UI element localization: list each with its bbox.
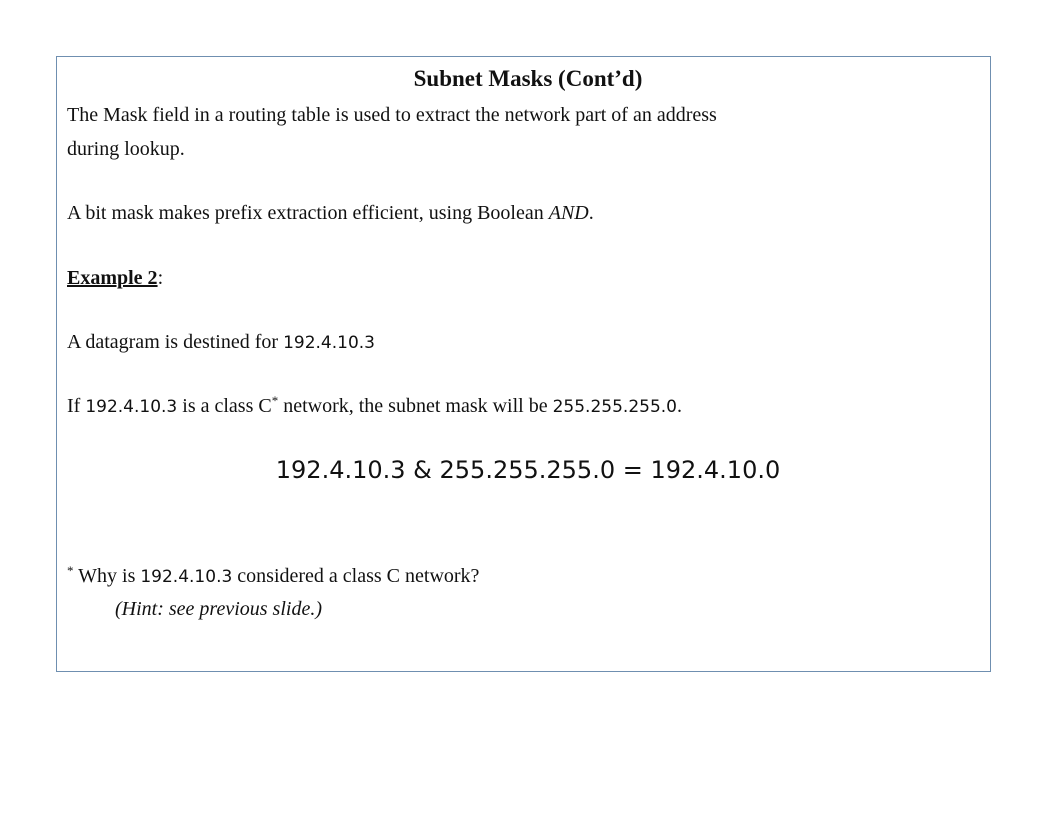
datagram-line [67,327,375,358]
mask-field-paragraph-line-2: during lookup. [67,138,185,160]
class-c-period: . [676,395,682,417]
example-colon: : [157,267,164,289]
footnote-asterisk: * [67,563,74,578]
mask-equation: 192.4.10.3 & 255.255.255.0 = 192.4.10.0 [275,456,781,484]
footnote-line [67,561,479,592]
hint-text: (Hint: see previous slide.) [115,598,322,620]
subnet-mask-value: 255.255.255.0 [552,397,677,417]
slide-title: Subnet Masks (Cont’d) [413,66,643,91]
destination-address: 192.4.10.3 [283,333,375,353]
footnote-marker: * [271,393,279,408]
example-heading: Example 2 [67,267,158,289]
mask-field-paragraph-line-1: The Mask field in a routing table is used to extract the network part of an address [67,104,717,126]
bit-mask-period: . [588,202,594,224]
datagram-text: A datagram is destined for [67,331,284,353]
bit-mask-text: A bit mask makes prefix extraction efficient, using Boolean [67,202,549,224]
network-text: network, the subnet mask will be [278,395,553,417]
if-text: If [67,395,86,417]
boolean-and-term: AND [548,202,589,224]
footnote-question: considered a class C network? [232,565,480,587]
footnote-address: 192.4.10.3 [140,567,233,587]
class-text: is a class C [177,395,272,417]
bit-mask-paragraph [67,198,594,228]
class-c-address: 192.4.10.3 [85,397,178,417]
example-heading-line [67,263,163,293]
class-c-line [67,391,682,422]
footnote-why: Why is [73,565,141,587]
